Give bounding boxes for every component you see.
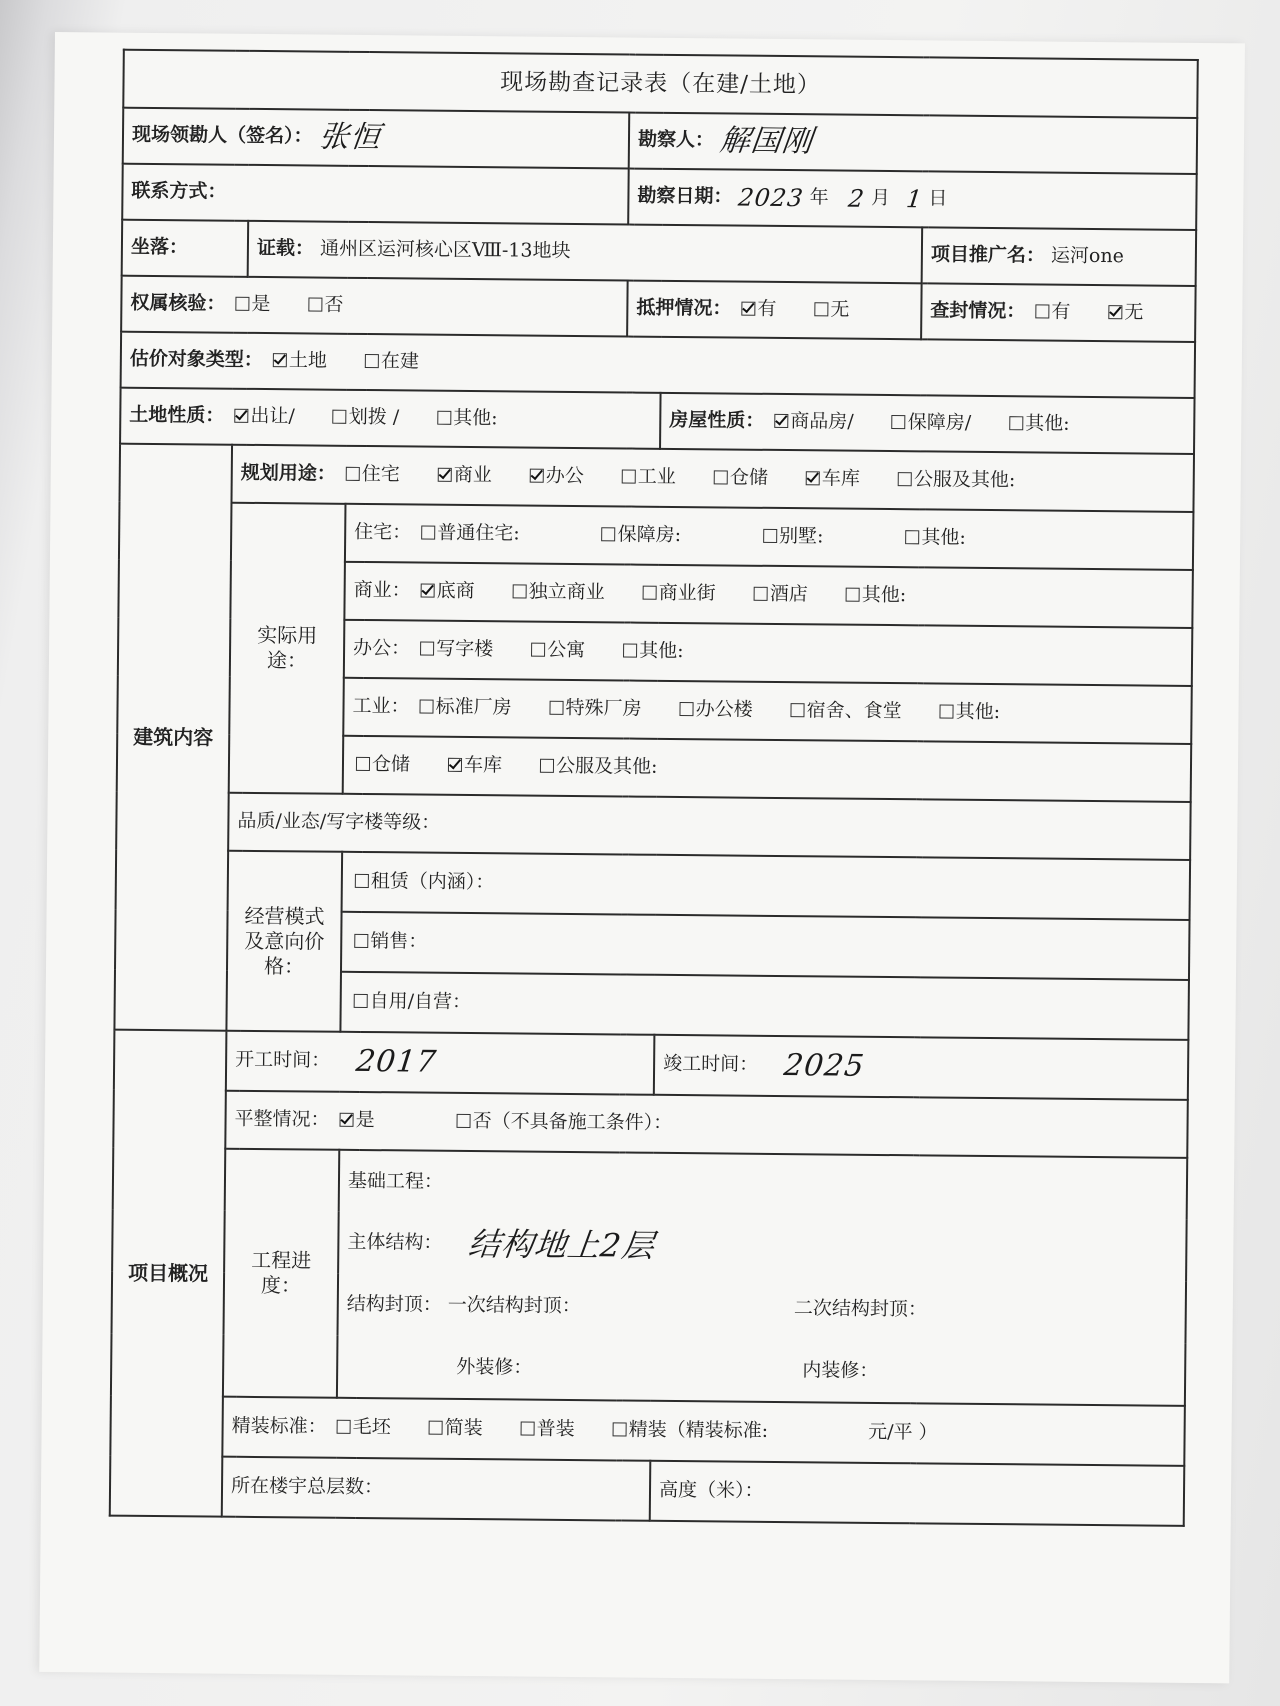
checkbox-icon[interactable] [550,701,564,715]
option-item [527,639,585,663]
house-nature-label: 房屋性质： [669,409,765,432]
option-item [810,298,849,322]
floors-label: 所在楼宇总层数： [230,1474,384,1499]
checkbox-icon[interactable] [457,1114,471,1128]
option-item [619,640,684,664]
promo-cell [922,227,1197,286]
checkbox-icon[interactable] [940,705,954,719]
main-structure-cell [338,1212,1187,1282]
option-item [618,466,676,490]
location-label: 坐落： [130,235,189,259]
option-label: 商品房/ [790,410,854,433]
mortgage-cell [627,281,922,340]
ownership-cell [121,276,628,337]
commercial-options [417,580,941,607]
checkbox-icon[interactable] [437,411,451,425]
checkbox-icon[interactable] [622,470,636,484]
checked-box-icon[interactable] [741,302,755,316]
option-item [901,526,966,550]
option-item [1031,301,1070,325]
object-type-label: 估价对象类型： [129,347,263,372]
option-item [888,411,972,436]
land-nature-options [230,405,531,430]
option-label: 办公 [545,464,584,488]
checked-box-icon[interactable] [448,758,462,772]
start-value: 2017 [354,1044,439,1080]
option-item [676,698,753,722]
date-year-unit: 年 [809,186,829,209]
option-item [545,697,641,722]
option-label: 毛坯 [352,1416,391,1439]
sale-cell [341,912,1190,980]
surveyor-label: 勘察人： [637,128,715,152]
checkbox-icon[interactable] [613,1423,627,1437]
option-item [333,1416,391,1440]
option-item [416,638,493,662]
option-item [894,468,1016,493]
date-day: 1 [904,185,924,214]
survey-record-table [109,49,1199,1527]
other-use-cell [343,736,1192,802]
checked-box-icon[interactable] [438,468,452,482]
option-label: 特殊厂房 [565,697,642,720]
option-label: 无 [830,298,850,321]
checkbox-icon[interactable] [521,1422,535,1436]
mortgage-label: 抵押情况： [636,296,732,320]
option-label: 仓储 [729,466,768,489]
location-cell [122,220,249,277]
exterior-label: 外装修： [456,1355,533,1379]
option-label: 否（不具备施工条件）： [472,1110,673,1135]
checkbox-icon[interactable] [898,472,912,486]
option-item [1005,412,1070,436]
interior-label: 内装修： [802,1358,879,1382]
option-item [517,1418,575,1442]
option-label: 划拨 / [348,405,400,429]
decoration-cell [337,1336,1186,1406]
planned-use-options [342,463,1050,492]
lead-signature: 张恒 [316,119,383,156]
checked-box-icon[interactable] [530,469,544,483]
surveyor-signature: 解国刚 [718,123,816,160]
option-item [342,463,400,487]
option-item [417,580,475,604]
option-item [787,699,902,724]
option-item [802,467,860,491]
lease-cell [342,852,1191,920]
option-item [526,465,584,489]
surveyor-cell [629,113,1198,174]
industrial-label: 工业： [352,695,410,718]
option-label: 写字楼 [436,637,494,661]
option-label: 酒店 [769,583,808,606]
option-label: 商业街 [658,581,716,605]
checkbox-icon[interactable] [754,587,768,601]
option-label: 是 [355,1109,375,1132]
checkbox-icon[interactable] [365,354,379,368]
option-label: 其他: [1025,412,1070,435]
option-label: 土地 [288,349,328,372]
ownership-options [231,293,377,316]
option-label: 租赁（内涵）： [370,870,495,894]
option-label: 保障房: [617,523,682,547]
seizure-cell [921,283,1196,342]
option-label: 车库 [821,467,861,490]
option-item [361,350,419,374]
leveling-label: 平整情况： [234,1107,330,1131]
option-item [536,755,658,780]
option-label: 公服及其他: [555,754,658,778]
ownership-label: 权属核验： [130,291,226,315]
industrial-cell [343,678,1192,744]
option-item [770,410,854,435]
option-item [230,405,295,429]
completion-cell [654,1035,1189,1100]
option-item [425,1417,483,1441]
checkbox-icon[interactable] [623,644,637,658]
option-item [444,754,502,778]
checkbox-icon[interactable] [791,703,805,717]
option-label: 无 [1124,301,1144,324]
option-label: 有 [757,297,777,321]
option-label: 出让/ [250,405,295,428]
option-label: 别墅: [778,525,824,548]
option-label: 宿舍、食堂 [806,699,902,723]
completion-label: 竣工时间： [663,1052,759,1076]
option-label: 公服及其他: [913,468,1016,492]
option-item [598,523,682,548]
cert-label: 证载： [256,237,315,260]
checkbox-icon[interactable] [1009,416,1023,430]
checkbox-icon[interactable] [421,526,435,540]
date-month-unit: 月 [870,186,891,210]
completion-value: 2025 [782,1048,867,1085]
first-capping-label: 一次结构封顶： [447,1293,581,1318]
checkbox-icon[interactable] [905,530,919,544]
option-label: 有 [1051,300,1071,323]
checkbox-icon[interactable] [892,415,906,429]
industrial-options [415,696,1034,724]
start-cell [226,1031,655,1095]
option-item [710,466,768,490]
option-item [329,406,400,430]
checkbox-icon[interactable] [308,298,322,312]
checked-box-icon[interactable] [273,353,287,367]
option-label: 其他: [861,583,907,607]
quality-label: 品质/业态/写字楼等级： [237,809,441,834]
checked-box-icon[interactable] [421,584,435,598]
planned-use-cell [231,445,1194,512]
cert-value: 通州区运河核心区Ⅷ-13地块 [319,237,571,263]
option-item [352,753,410,777]
option-item [350,930,427,954]
option-label: 仓储 [371,753,411,776]
checkbox-icon[interactable] [333,410,347,424]
object-type-cell [121,332,1195,398]
date-month: 2 [847,184,867,213]
office-options [416,638,718,663]
checkbox-icon[interactable] [356,757,370,771]
main-structure-label: 主体结构： [347,1230,443,1254]
checkbox-icon[interactable] [420,642,434,656]
option-item [1104,301,1143,325]
checkbox-icon[interactable] [714,470,728,484]
checked-box-icon[interactable] [806,471,820,485]
main-structure-value: 结构地上2层 [466,1225,657,1265]
finish-options [333,1416,803,1443]
checked-box-icon[interactable] [774,414,788,428]
contact-cell [122,164,629,225]
option-label: 住宅 [361,463,400,486]
object-type-options [269,349,453,373]
residential-cell [345,504,1194,570]
building-content-label: 建筑内容 [114,444,232,1031]
leveling-options [336,1109,751,1135]
date-label: 勘察日期： [637,184,733,208]
option-label: 是 [251,293,271,316]
option-label: 销售： [370,930,428,953]
office-label: 办公： [352,637,411,660]
option-item [336,1109,375,1133]
option-label: 否 [324,293,344,316]
seizure-options [1031,301,1177,324]
form-title: 现场勘查记录表（在建/土地） [123,50,1198,118]
height-label: 高度（米）： [658,1478,764,1502]
selfuse-cell [340,972,1189,1040]
contact-label: 联系方式： [131,179,227,203]
foundation-cell [339,1150,1188,1220]
option-label: 普装 [536,1417,575,1441]
option-item [304,294,343,318]
checkbox-icon[interactable] [337,1420,351,1434]
checkbox-icon[interactable] [846,588,860,602]
date-cell [628,169,1197,230]
option-item [417,522,520,547]
second-capping-label: 二次结构封顶： [793,1297,928,1321]
option-label: 办公楼 [695,698,753,721]
option-label: 普通住宅: [437,521,520,545]
checkbox-icon[interactable] [513,585,527,599]
option-item [639,582,716,606]
finish-label: 精装标准： [231,1414,327,1438]
option-label: 自用/自营： [369,990,472,1014]
residential-label: 住宅： [354,521,412,544]
checked-box-icon[interactable] [1108,305,1122,319]
land-nature-label: 土地性质： [129,403,225,427]
option-item [842,584,907,608]
option-label: 其他: [639,639,684,663]
option-label: 商业 [453,463,492,487]
option-label: 精装（精装标准: [628,1418,769,1443]
option-item [434,464,492,488]
option-item [231,293,270,317]
project-overview-label: 项目概况 [110,1030,227,1517]
lead-cell [123,108,630,169]
floors-cell [222,1457,651,1521]
checkbox-icon[interactable] [531,643,545,657]
form-paper [39,32,1245,1683]
residential-options [417,522,1044,550]
option-label: 公寓 [547,638,586,662]
option-label: 简装 [444,1416,483,1440]
checkbox-icon[interactable] [429,1421,443,1435]
option-label: 车库 [463,754,503,777]
seizure-label: 查封情况： [930,299,1026,323]
checkbox-icon[interactable] [643,586,657,600]
date-year: 2023 [736,183,806,213]
option-label: 保障房/ [907,411,972,434]
capping-label: 结构封顶： [346,1292,442,1316]
option-item [609,1419,769,1444]
checkbox-icon[interactable] [763,529,777,543]
option-item [509,581,605,606]
promo-label: 项目推广名： [930,243,1046,267]
operation-label: 经营模式及意向价格： [226,851,342,1032]
checkbox-icon[interactable] [602,527,616,541]
sale-option [350,930,461,953]
checkbox-icon[interactable] [540,759,554,773]
foundation-label: 基础工程： [347,1169,444,1193]
option-item [936,701,1001,725]
leveling-cell [225,1091,1188,1158]
finish-unit: 元/平 ） [868,1420,938,1444]
checkbox-icon[interactable] [680,702,694,716]
option-label: 其他: [453,406,498,430]
start-label: 开工时间： [235,1048,331,1072]
promo-value: 运河one [1050,244,1124,268]
checked-box-icon[interactable] [340,1113,354,1127]
office-cell [344,620,1193,686]
house-nature-cell [660,393,1195,454]
capping-cell [337,1274,1186,1344]
actual-use-label: 实际用途： [229,503,346,794]
commercial-label: 商业： [353,579,411,602]
lead-label: 现场领勘人（签名）： [131,123,313,148]
option-label: 标准厂房 [435,695,512,719]
checkbox-icon[interactable] [354,934,368,948]
checkbox-icon[interactable] [354,994,368,1008]
selfuse-option [350,990,506,1013]
option-item [351,870,495,895]
option-label: 底商 [436,579,475,603]
option-item [415,696,511,721]
lease-option [351,870,529,894]
option-item [433,407,498,431]
other-use-options [352,753,692,778]
checkbox-icon[interactable] [1035,305,1049,319]
option-item [350,990,472,1015]
progress-label: 工程进度： [223,1149,339,1398]
checkbox-icon[interactable] [355,874,369,888]
option-item [453,1110,673,1136]
height-cell [650,1461,1185,1526]
checkbox-icon[interactable] [235,297,249,311]
checkbox-icon[interactable] [814,302,828,316]
option-label: 在建 [380,350,420,373]
option-label: 独立商业 [528,580,605,604]
option-item [737,298,776,322]
quality-cell [228,793,1191,860]
checkbox-icon[interactable] [346,467,360,481]
option-item [759,525,824,549]
option-label: 其他: [921,526,966,549]
mortgage-options [737,298,883,321]
land-nature-cell [120,388,661,449]
commercial-cell [344,562,1193,628]
option-label: 工业 [637,465,676,489]
cert-cell [248,221,923,283]
date-day-unit: 日 [928,187,948,210]
option-item [750,583,808,607]
house-nature-options [770,410,1103,435]
checked-box-icon[interactable] [234,409,248,423]
option-item [269,349,327,373]
option-label: 其他: [955,700,1001,724]
checkbox-icon[interactable] [420,700,434,714]
planned-use-label: 规划用途： [240,461,336,485]
finish-cell [222,1397,1185,1466]
